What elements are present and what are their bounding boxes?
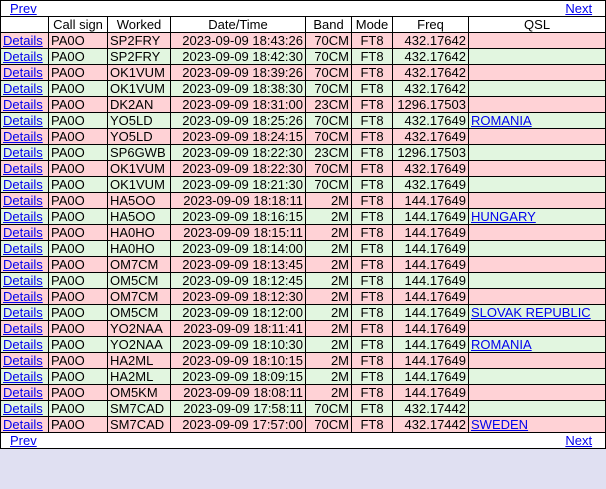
worked-cell: OM7CM	[108, 257, 171, 273]
datetime-cell: 2023-09-09 18:09:15	[171, 369, 306, 385]
freq-cell: 432.17649	[393, 129, 469, 145]
details-link[interactable]: Details	[3, 177, 43, 192]
band-cell: 2M	[306, 209, 352, 225]
col-header-band: Band	[306, 17, 352, 33]
datetime-cell: 2023-09-09 18:43:26	[171, 33, 306, 49]
details-link[interactable]: Details	[3, 337, 43, 352]
qso-row	[1, 161, 606, 177]
datetime-cell: 2023-09-09 18:12:00	[171, 305, 306, 321]
worked-cell: OM5CM	[108, 273, 171, 289]
band-cell: 70CM	[306, 417, 352, 433]
freq-cell: 432.17649	[393, 113, 469, 129]
qso-row	[1, 225, 606, 241]
details-cell	[1, 257, 49, 273]
mode-cell: FT8	[352, 257, 393, 273]
prev-link-bottom[interactable]: Prev	[10, 433, 37, 448]
datetime-cell: 2023-09-09 18:24:15	[171, 129, 306, 145]
details-cell	[1, 385, 49, 401]
qso-row	[1, 305, 606, 321]
details-link[interactable]: Details	[3, 321, 43, 336]
datetime-cell: 2023-09-09 18:13:45	[171, 257, 306, 273]
mode-cell: FT8	[352, 401, 393, 417]
qso-row	[1, 177, 606, 193]
col-header-worked: Worked	[108, 17, 171, 33]
call-sign-cell: PA0O	[49, 97, 108, 113]
qso-row	[1, 273, 606, 289]
call-sign-cell: PA0O	[49, 177, 108, 193]
mode-cell: FT8	[352, 225, 393, 241]
mode-cell: FT8	[352, 385, 393, 401]
details-cell	[1, 209, 49, 225]
mode-cell: FT8	[352, 337, 393, 353]
details-cell	[1, 129, 49, 145]
details-link[interactable]: Details	[3, 161, 43, 176]
mode-cell: FT8	[352, 49, 393, 65]
call-sign-cell: PA0O	[49, 401, 108, 417]
freq-cell: 432.17642	[393, 65, 469, 81]
call-sign-cell: PA0O	[49, 321, 108, 337]
qsl-cell	[469, 177, 606, 193]
mode-cell: FT8	[352, 177, 393, 193]
freq-cell: 432.17642	[393, 33, 469, 49]
band-cell: 23CM	[306, 97, 352, 113]
qsl-cell	[469, 193, 606, 209]
call-sign-cell: PA0O	[49, 353, 108, 369]
details-link[interactable]: Details	[3, 145, 43, 160]
mode-cell: FT8	[352, 305, 393, 321]
qsl-cell	[469, 417, 606, 433]
mode-cell: FT8	[352, 65, 393, 81]
details-link[interactable]: Details	[3, 401, 43, 416]
qsl-cell	[469, 289, 606, 305]
freq-cell: 144.17649	[393, 241, 469, 257]
qso-row	[1, 337, 606, 353]
qsl-cell	[469, 369, 606, 385]
mode-cell: FT8	[352, 353, 393, 369]
details-link[interactable]: Details	[3, 225, 43, 240]
col-header-datetime: Date/Time	[171, 17, 306, 33]
band-cell: 23CM	[306, 145, 352, 161]
next-link-bottom[interactable]: Next	[565, 433, 593, 448]
datetime-cell: 2023-09-09 18:42:30	[171, 49, 306, 65]
details-link[interactable]: Details	[3, 193, 43, 208]
worked-cell: OM5KM	[108, 385, 171, 401]
qsl-cell	[469, 113, 606, 129]
datetime-cell: 2023-09-09 18:31:00	[171, 97, 306, 113]
qso-row	[1, 353, 606, 369]
worked-cell: OM5CM	[108, 305, 171, 321]
datetime-cell: 2023-09-09 18:16:15	[171, 209, 306, 225]
worked-cell: OK1VUM	[108, 161, 171, 177]
call-sign-cell: PA0O	[49, 33, 108, 49]
worked-cell: DK2AN	[108, 97, 171, 113]
col-header-mode: Mode	[352, 17, 393, 33]
band-cell: 2M	[306, 385, 352, 401]
details-cell	[1, 337, 49, 353]
qso-row	[1, 289, 606, 305]
details-link[interactable]: Details	[3, 385, 43, 400]
details-cell	[1, 97, 49, 113]
qsl-cell	[469, 321, 606, 337]
details-link[interactable]: Details	[3, 273, 43, 288]
band-cell: 70CM	[306, 113, 352, 129]
qso-row	[1, 113, 606, 129]
qsl-cell	[469, 65, 606, 81]
details-cell	[1, 225, 49, 241]
details-link[interactable]: Details	[3, 209, 43, 224]
qsl-cell	[469, 241, 606, 257]
call-sign-cell: PA0O	[49, 49, 108, 65]
worked-cell: HA0HO	[108, 241, 171, 257]
freq-cell: 144.17649	[393, 337, 469, 353]
qsl-cell	[469, 209, 606, 225]
details-cell	[1, 353, 49, 369]
qsl-cell	[469, 145, 606, 161]
worked-cell: SM7CAD	[108, 401, 171, 417]
qso-row	[1, 321, 606, 337]
datetime-cell: 2023-09-09 18:15:11	[171, 225, 306, 241]
qso-row	[1, 145, 606, 161]
datetime-cell: 2023-09-09 18:11:41	[171, 321, 306, 337]
freq-cell: 144.17649	[393, 305, 469, 321]
call-sign-cell: PA0O	[49, 305, 108, 321]
call-sign-cell: PA0O	[49, 337, 108, 353]
worked-cell: HA2ML	[108, 353, 171, 369]
details-cell	[1, 289, 49, 305]
col-header-freq: Freq	[393, 17, 469, 33]
worked-cell: HA2ML	[108, 369, 171, 385]
call-sign-cell: PA0O	[49, 289, 108, 305]
details-cell	[1, 177, 49, 193]
freq-cell: 432.17649	[393, 161, 469, 177]
qso-row	[1, 81, 606, 97]
freq-cell: 144.17649	[393, 353, 469, 369]
worked-cell: SM7CAD	[108, 417, 171, 433]
band-cell: 70CM	[306, 401, 352, 417]
datetime-cell: 2023-09-09 18:10:30	[171, 337, 306, 353]
mode-cell: FT8	[352, 113, 393, 129]
details-cell	[1, 161, 49, 177]
qsl-link[interactable]: HUNGARY	[471, 209, 536, 224]
pager-bottom-cell	[1, 433, 606, 449]
details-link[interactable]: Details	[3, 257, 43, 272]
details-link[interactable]: Details	[3, 353, 43, 368]
datetime-cell: 2023-09-09 18:08:11	[171, 385, 306, 401]
details-link[interactable]: Details	[3, 81, 43, 96]
qso-row	[1, 241, 606, 257]
mode-cell: FT8	[352, 81, 393, 97]
band-cell: 70CM	[306, 177, 352, 193]
datetime-cell: 2023-09-09 17:58:11	[171, 401, 306, 417]
details-link[interactable]: Details	[3, 113, 43, 128]
details-link[interactable]: Details	[3, 369, 43, 384]
details-cell	[1, 369, 49, 385]
freq-cell: 432.17442	[393, 401, 469, 417]
qso-row	[1, 417, 606, 433]
call-sign-cell: PA0O	[49, 113, 108, 129]
mode-cell: FT8	[352, 321, 393, 337]
qsl-cell	[469, 257, 606, 273]
qsl-cell	[469, 385, 606, 401]
worked-cell: SP2FRY	[108, 49, 171, 65]
band-cell: 2M	[306, 369, 352, 385]
qso-row	[1, 385, 606, 401]
mode-cell: FT8	[352, 209, 393, 225]
qsl-cell	[469, 81, 606, 97]
worked-cell: SP6GWB	[108, 145, 171, 161]
qso-row	[1, 97, 606, 113]
call-sign-cell: PA0O	[49, 209, 108, 225]
details-link[interactable]: Details	[3, 49, 43, 64]
call-sign-cell: PA0O	[49, 257, 108, 273]
col-header-details	[1, 17, 49, 33]
details-link[interactable]: Details	[3, 97, 43, 112]
worked-cell: YO5LD	[108, 129, 171, 145]
details-cell	[1, 417, 49, 433]
details-cell	[1, 65, 49, 81]
prev-link-top[interactable]: Prev	[10, 1, 37, 16]
band-cell: 2M	[306, 241, 352, 257]
datetime-cell: 2023-09-09 17:57:00	[171, 417, 306, 433]
datetime-cell: 2023-09-09 18:39:26	[171, 65, 306, 81]
details-cell	[1, 273, 49, 289]
qsl-cell	[469, 161, 606, 177]
qsl-link[interactable]: ROMANIA	[471, 337, 532, 352]
band-cell: 2M	[306, 289, 352, 305]
details-link[interactable]: Details	[3, 129, 43, 144]
call-sign-cell: PA0O	[49, 145, 108, 161]
worked-cell: YO2NAA	[108, 321, 171, 337]
call-sign-cell: PA0O	[49, 193, 108, 209]
details-cell	[1, 321, 49, 337]
details-link[interactable]: Details	[3, 289, 43, 304]
call-sign-cell: PA0O	[49, 225, 108, 241]
band-cell: 2M	[306, 305, 352, 321]
details-cell	[1, 145, 49, 161]
worked-cell: YO2NAA	[108, 337, 171, 353]
datetime-cell: 2023-09-09 18:18:11	[171, 193, 306, 209]
mode-cell: FT8	[352, 273, 393, 289]
details-cell	[1, 33, 49, 49]
details-link[interactable]: Details	[3, 305, 43, 320]
datetime-cell: 2023-09-09 18:22:30	[171, 145, 306, 161]
qsl-cell	[469, 97, 606, 113]
next-link-top[interactable]: Next	[565, 1, 593, 16]
pager-top	[1, 1, 606, 17]
freq-cell: 144.17649	[393, 193, 469, 209]
band-cell: 70CM	[306, 65, 352, 81]
worked-cell: OK1VUM	[108, 65, 171, 81]
qsl-cell	[469, 353, 606, 369]
qsl-cell	[469, 33, 606, 49]
qsl-cell	[469, 129, 606, 145]
mode-cell: FT8	[352, 97, 393, 113]
band-cell: 70CM	[306, 161, 352, 177]
worked-cell: YO5LD	[108, 113, 171, 129]
qsl-cell	[469, 49, 606, 65]
band-cell: 2M	[306, 257, 352, 273]
freq-cell: 432.17649	[393, 177, 469, 193]
qsl-cell	[469, 401, 606, 417]
qsl-cell	[469, 337, 606, 353]
qsl-link[interactable]: ROMANIA	[471, 113, 532, 128]
col-header-call-sign: Call sign	[49, 17, 108, 33]
datetime-cell: 2023-09-09 18:22:30	[171, 161, 306, 177]
qso-row	[1, 33, 606, 49]
qsl-cell	[469, 305, 606, 321]
qsl-cell	[469, 273, 606, 289]
qso-row	[1, 209, 606, 225]
details-cell	[1, 305, 49, 321]
band-cell: 2M	[306, 321, 352, 337]
call-sign-cell: PA0O	[49, 241, 108, 257]
qsl-cell	[469, 225, 606, 241]
datetime-cell: 2023-09-09 18:21:30	[171, 177, 306, 193]
col-header-qsl: QSL	[469, 17, 606, 33]
mode-cell: FT8	[352, 161, 393, 177]
call-sign-cell: PA0O	[49, 161, 108, 177]
freq-cell: 144.17649	[393, 369, 469, 385]
qso-row	[1, 369, 606, 385]
worked-cell: HA5OO	[108, 193, 171, 209]
freq-cell: 144.17649	[393, 257, 469, 273]
details-link[interactable]: Details	[3, 417, 43, 432]
freq-cell: 1296.17503	[393, 145, 469, 161]
mode-cell: FT8	[352, 33, 393, 49]
worked-cell: OM7CM	[108, 289, 171, 305]
mode-cell: FT8	[352, 129, 393, 145]
details-cell	[1, 49, 49, 65]
details-cell	[1, 193, 49, 209]
pager-bottom	[1, 433, 606, 449]
qso-row	[1, 129, 606, 145]
call-sign-cell: PA0O	[49, 129, 108, 145]
column-header-row	[1, 17, 606, 33]
call-sign-cell: PA0O	[49, 273, 108, 289]
freq-cell: 144.17649	[393, 209, 469, 225]
mode-cell: FT8	[352, 369, 393, 385]
qso-row	[1, 49, 606, 65]
band-cell: 2M	[306, 337, 352, 353]
qso-row	[1, 257, 606, 273]
datetime-cell: 2023-09-09 18:25:26	[171, 113, 306, 129]
details-cell	[1, 81, 49, 97]
freq-cell: 432.17642	[393, 81, 469, 97]
band-cell: 70CM	[306, 81, 352, 97]
details-cell	[1, 241, 49, 257]
datetime-cell: 2023-09-09 18:10:15	[171, 353, 306, 369]
datetime-cell: 2023-09-09 18:12:30	[171, 289, 306, 305]
worked-cell: OK1VUM	[108, 81, 171, 97]
mode-cell: FT8	[352, 417, 393, 433]
band-cell: 2M	[306, 353, 352, 369]
band-cell: 2M	[306, 273, 352, 289]
band-cell: 2M	[306, 193, 352, 209]
freq-cell: 144.17649	[393, 321, 469, 337]
mode-cell: FT8	[352, 241, 393, 257]
details-link[interactable]: Details	[3, 65, 43, 80]
band-cell: 70CM	[306, 33, 352, 49]
worked-cell: HA5OO	[108, 209, 171, 225]
call-sign-cell: PA0O	[49, 417, 108, 433]
freq-cell: 432.17642	[393, 49, 469, 65]
datetime-cell: 2023-09-09 18:38:30	[171, 81, 306, 97]
worked-cell: SP2FRY	[108, 33, 171, 49]
freq-cell: 144.17649	[393, 273, 469, 289]
mode-cell: FT8	[352, 289, 393, 305]
band-cell: 2M	[306, 225, 352, 241]
freq-cell: 144.17649	[393, 385, 469, 401]
details-cell	[1, 401, 49, 417]
qsl-link[interactable]: SWEDEN	[471, 417, 529, 432]
datetime-cell: 2023-09-09 18:14:00	[171, 241, 306, 257]
datetime-cell: 2023-09-09 18:12:45	[171, 273, 306, 289]
qso-row	[1, 193, 606, 209]
freq-cell: 144.17649	[393, 225, 469, 241]
qso-row	[1, 401, 606, 417]
details-link[interactable]: Details	[3, 241, 43, 256]
call-sign-cell: PA0O	[49, 369, 108, 385]
mode-cell: FT8	[352, 193, 393, 209]
freq-cell: 432.17442	[393, 417, 469, 433]
pager-top-cell	[1, 1, 606, 17]
qsl-link[interactable]: SLOVAK REPUBLIC	[471, 305, 591, 320]
worked-cell: OK1VUM	[108, 177, 171, 193]
freq-cell: 144.17649	[393, 289, 469, 305]
worked-cell: HA0HO	[108, 225, 171, 241]
details-cell	[1, 113, 49, 129]
qso-row	[1, 65, 606, 81]
mode-cell: FT8	[352, 145, 393, 161]
band-cell: 70CM	[306, 49, 352, 65]
band-cell: 70CM	[306, 129, 352, 145]
call-sign-cell: PA0O	[49, 385, 108, 401]
details-link[interactable]: Details	[3, 33, 43, 48]
call-sign-cell: PA0O	[49, 65, 108, 81]
freq-cell: 1296.17503	[393, 97, 469, 113]
call-sign-cell: PA0O	[49, 81, 108, 97]
